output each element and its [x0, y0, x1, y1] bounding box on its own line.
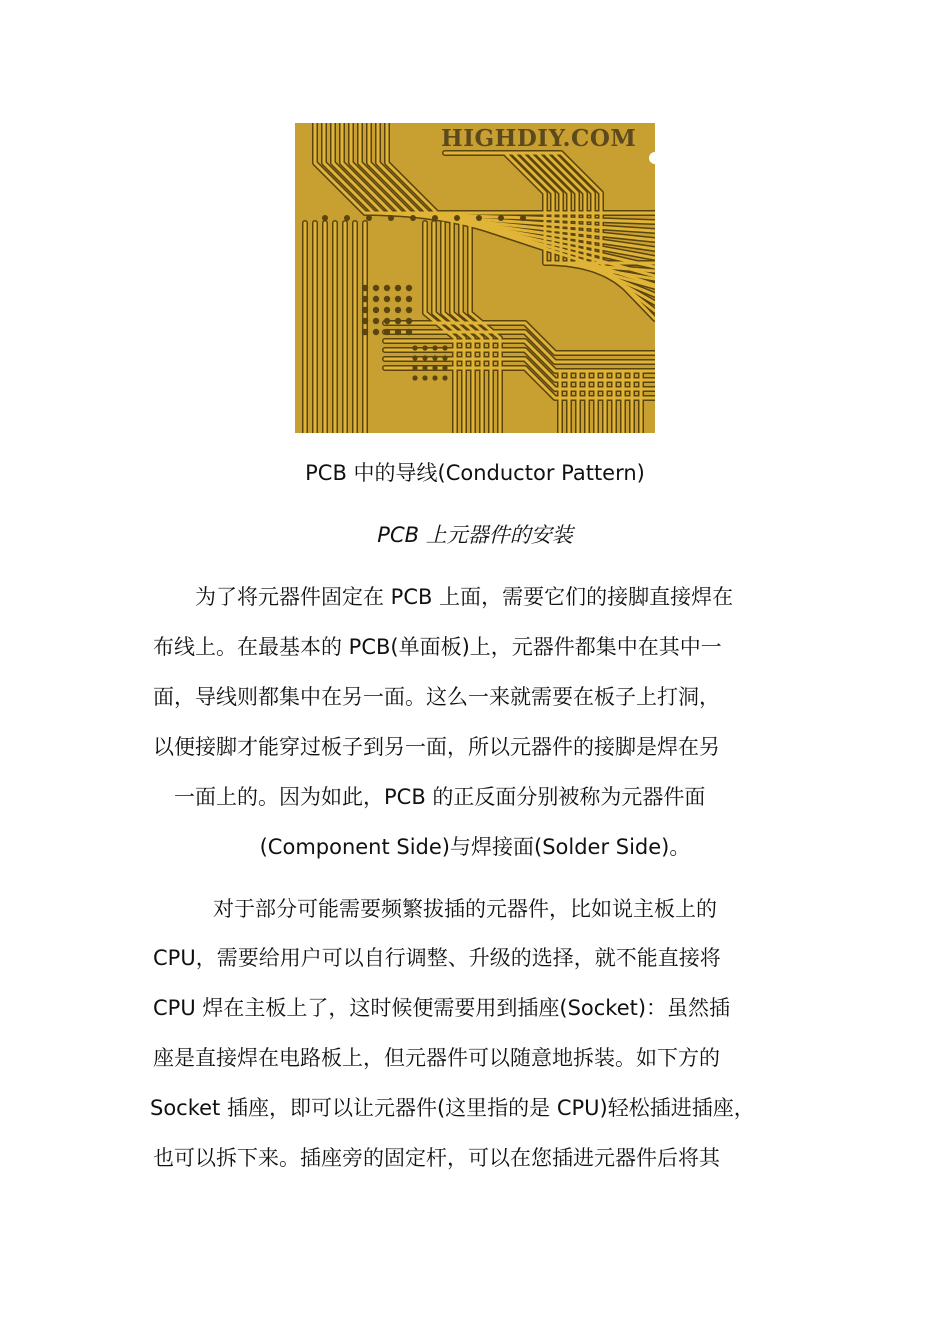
via-hole	[432, 355, 437, 360]
via-hole	[388, 215, 394, 221]
via-hole	[442, 345, 447, 350]
paragraph-1-line: 一面上的。因为如此，PCB 的正反面分别被称为元器件面	[174, 785, 706, 809]
via-hole	[442, 355, 447, 360]
via-hole	[395, 296, 401, 302]
via-hole	[406, 285, 412, 291]
via-hole	[422, 375, 427, 380]
via-hole	[432, 215, 438, 221]
via-hole	[362, 307, 368, 313]
via-hole	[384, 329, 390, 335]
via-hole	[432, 365, 437, 370]
paragraph-2-line: CPU，需要给用户可以自行调整、升级的选择，就不能直接将	[153, 946, 721, 970]
paragraph-1-line: (Component Side)与焊接面(Solder Side)。	[259, 835, 691, 859]
via-hole	[432, 375, 437, 380]
via-hole	[406, 329, 412, 335]
via-hole	[442, 365, 447, 370]
via-hole	[406, 296, 412, 302]
via-hole	[422, 345, 427, 350]
via-hole	[412, 375, 417, 380]
via-hole	[476, 215, 482, 221]
paragraph-2-line: 也可以拆下来。插座旁的固定杆，可以在您插进元器件后将其	[153, 1146, 720, 1170]
pcb-traces-illustration	[295, 123, 655, 433]
via-hole	[384, 296, 390, 302]
via-hole	[432, 345, 437, 350]
paragraph-2-line: 对于部分可能需要频繁拔插的元器件，比如说主板上的	[213, 897, 717, 921]
via-hole	[412, 365, 417, 370]
via-hole	[410, 215, 416, 221]
via-hole	[422, 365, 427, 370]
paragraph-2-line: Socket 插座，即可以让元器件(这里指的是 CPU)轻松插进插座，	[150, 1096, 755, 1120]
via-hole	[373, 329, 379, 335]
via-hole	[422, 355, 427, 360]
via-hole	[373, 296, 379, 302]
via-hole	[362, 285, 368, 291]
via-hole	[442, 375, 447, 380]
via-hole	[498, 215, 504, 221]
via-hole	[406, 318, 412, 324]
paragraph-1-line: 布线上。在最基本的 PCB(单面板)上，元器件都集中在其中一	[153, 635, 722, 659]
via-hole	[373, 307, 379, 313]
via-hole	[384, 285, 390, 291]
via-hole	[362, 296, 368, 302]
via-hole	[322, 215, 328, 221]
via-hole	[406, 307, 412, 313]
via-hole	[384, 307, 390, 313]
figure-caption: PCB 中的导线(Conductor Pattern)	[305, 461, 645, 485]
paragraph-2-line: CPU 焊在主板上了，这时候便需要用到插座(Socket)：虽然插	[153, 996, 731, 1020]
section-subtitle: PCB 上元器件的安装	[377, 523, 573, 547]
paragraph-2-line: 座是直接焊在电路板上，但元器件可以随意地拆装。如下方的	[153, 1046, 720, 1070]
via-hole	[373, 318, 379, 324]
via-hole	[373, 285, 379, 291]
pcb-photo	[295, 123, 655, 433]
via-hole	[366, 215, 372, 221]
via-hole	[395, 285, 401, 291]
via-hole	[344, 215, 350, 221]
via-hole	[520, 215, 526, 221]
paragraph-1-line: 为了将元器件固定在 PCB 上面，需要它们的接脚直接焊在	[195, 585, 734, 609]
via-hole	[395, 307, 401, 313]
via-hole	[395, 329, 401, 335]
via-hole	[454, 215, 460, 221]
via-hole	[362, 318, 368, 324]
paragraph-1-line: 以便接脚才能穿过板子到另一面，所以元器件的接脚是焊在另	[153, 735, 720, 759]
via-hole	[384, 318, 390, 324]
via-hole	[362, 329, 368, 335]
paragraph-1-line: 面，导线则都集中在另一面。这么一来就需要在板子上打洞，	[153, 685, 720, 709]
via-hole	[412, 345, 417, 350]
watermark: HIGHDIY.COM	[441, 125, 637, 152]
via-hole	[412, 355, 417, 360]
via-hole	[395, 318, 401, 324]
